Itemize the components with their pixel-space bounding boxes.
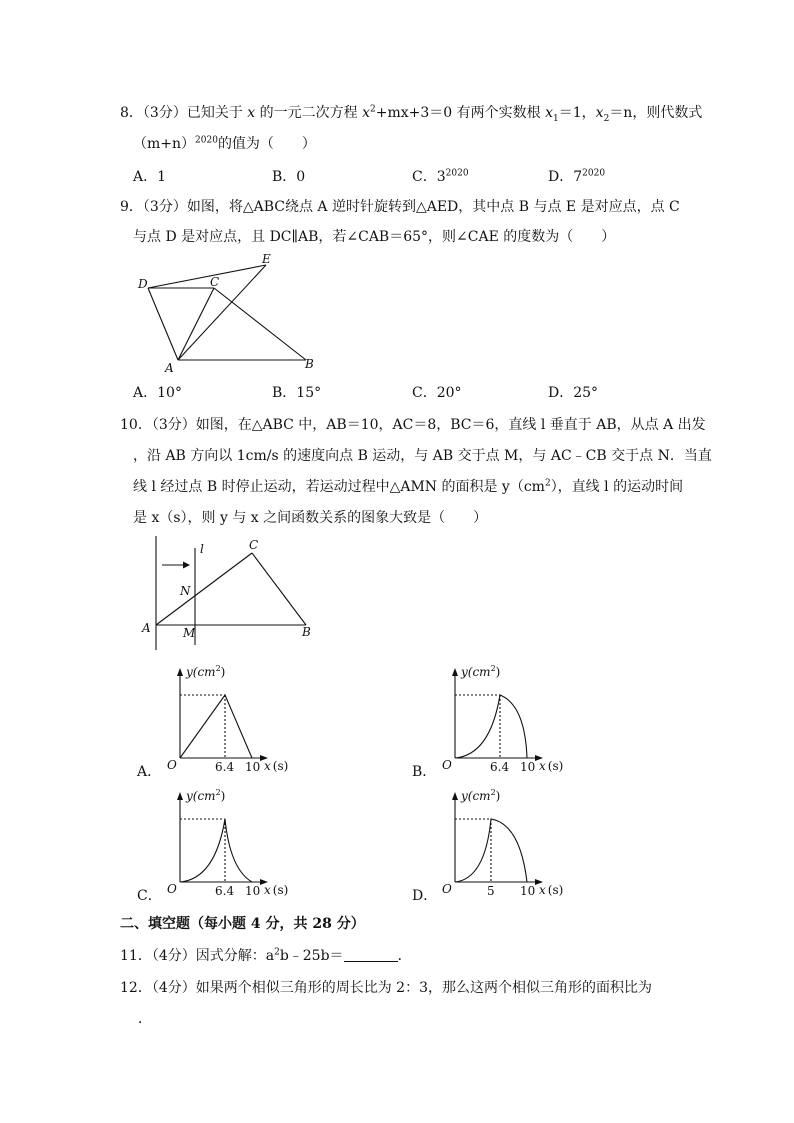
q9-option-a[interactable]: A．10°	[133, 385, 182, 401]
q10-line1: 10．（3分）如图，在△ABC 中，AB＝10，AC＝8，BC＝6，直线 l 垂直于 AB，从点 A 出发	[120, 417, 706, 433]
graph-c-y-arrow	[177, 792, 183, 800]
q10-graph-a-label[interactable]: A．	[137, 764, 162, 780]
q9-label-e: E	[262, 252, 271, 266]
section-fill-in-title: 二、填空题（每小题 4 分，共 28 分）	[120, 916, 365, 932]
q10-segment-cb	[252, 553, 306, 625]
graph-a-xlabel: x (s)	[264, 759, 289, 773]
q9-option-d[interactable]: D．25°	[548, 385, 599, 401]
graph-a-origin: O	[167, 758, 177, 772]
graph-c-ylabel: $y(cm^2)$	[186, 788, 226, 803]
q9-label-a: A	[165, 361, 174, 375]
graph-d-origin: O	[442, 882, 452, 896]
graph-d-y-arrow	[452, 792, 458, 800]
graph-b-ylabel: $y(cm^2)$	[461, 664, 501, 679]
q9-label-b: B	[305, 357, 314, 371]
graph-b-tick-1: 6.4	[490, 760, 510, 774]
graph-b-y-arrow	[452, 668, 458, 676]
q8-option-a[interactable]: A．1	[133, 169, 167, 185]
graph-c-tick-2: 10	[245, 884, 261, 898]
q9-option-b[interactable]: B．15°	[272, 385, 322, 401]
graph-a-ylabel: $y(cm^2)$	[186, 664, 226, 679]
q10-graph-b[interactable]	[435, 660, 575, 775]
graph-a-tick-2: 10	[245, 760, 261, 774]
graph-b-origin: O	[442, 758, 452, 772]
q10-graph-c[interactable]	[160, 784, 300, 899]
q10-segment-ac	[156, 553, 252, 625]
graph-a-tick-1: 6.4	[215, 760, 235, 774]
q8-option-d[interactable]: D．$7^{2020}$	[548, 168, 606, 185]
q8-line2: $(m+n)^{2020}$的值为（ ）	[133, 135, 316, 152]
graph-b-curve	[455, 695, 527, 758]
q8-option-b[interactable]: B．0	[272, 169, 306, 185]
q10-label-c: C	[249, 538, 259, 552]
q9-option-c[interactable]: C．20°	[412, 385, 462, 401]
q10-label-n: N	[180, 584, 191, 598]
q10-label-b: B	[302, 625, 311, 639]
graph-d-ylabel: $y(cm^2)$	[461, 788, 501, 803]
q8-line1: 8．（3分）已知关于 x 的一元二次方程 $x^2+mx+3=0$ 有两个实数根 $x_1=1$，$x_2=n$，则代数式	[120, 104, 703, 124]
q10-graph-d-label[interactable]: D．	[412, 888, 438, 904]
q10-label-a: A	[142, 621, 151, 635]
q10-graph-a[interactable]	[160, 660, 300, 775]
q10-line4: 是 x（s），则 y 与 x 之间函数关系的图象大致是（ ）	[133, 510, 488, 526]
q11-line: 11．（4分）因式分解：$a^2b﹣25b=$ ．	[120, 947, 412, 964]
graph-d-tick-2: 10	[520, 884, 536, 898]
q8-option-c[interactable]: C．$3^{2020}$	[412, 168, 469, 185]
graph-a-y-arrow	[177, 668, 183, 676]
q10-graph-d[interactable]	[435, 784, 575, 899]
q12-line2: ．	[138, 1011, 152, 1027]
q10-line3: 线 l 经过点 B 时停止运动，若运动过程中△AMN 的面积是 $y(cm^2)$，直线 l 的运动时间	[133, 478, 684, 495]
graph-c-curve	[180, 819, 252, 882]
graph-c-tick-1: 6.4	[215, 884, 235, 898]
q9-label-c: C	[210, 275, 220, 289]
q10-label-m: M	[183, 626, 196, 640]
graph-c-origin: O	[167, 882, 177, 896]
q9-line2: 与点 D 是对应点，且 DC∥AB，若∠CAB＝65°，则∠CAE 的度数为（ ）	[133, 229, 616, 245]
graph-b-xlabel: x (s)	[539, 759, 564, 773]
graph-d-xlabel: x (s)	[539, 883, 564, 897]
graph-a-curve	[180, 695, 252, 758]
graph-c-xlabel: x (s)	[264, 883, 289, 897]
q12-line1: 12．（4分）如果两个相似三角形的周长比为 2：3，那么这两个相似三角形的面积比为	[120, 980, 652, 996]
graph-b-tick-2: 10	[520, 760, 536, 774]
q10-line2: ，沿 AB 方向以 1cm/s 的速度向点 B 运动，与 AB 交于点 M，与 AC﹣CB 交于点 N．当直	[133, 448, 712, 464]
q10-arrow-head	[183, 562, 190, 569]
q9-label-d: D	[138, 277, 148, 291]
q11-answer-blank[interactable]	[344, 947, 398, 962]
q10-label-l: l	[200, 542, 204, 556]
q10-graph-b-label[interactable]: B．	[412, 764, 437, 780]
q9-line1: 9．（3分）如图，将△ABC绕点 A 逆时针旋转到△AED，其中点 B 与点 E 是对应点，点 C	[120, 199, 680, 215]
q10-graph-c-label[interactable]: C．	[137, 888, 162, 904]
graph-d-tick-1: 5	[487, 884, 495, 898]
